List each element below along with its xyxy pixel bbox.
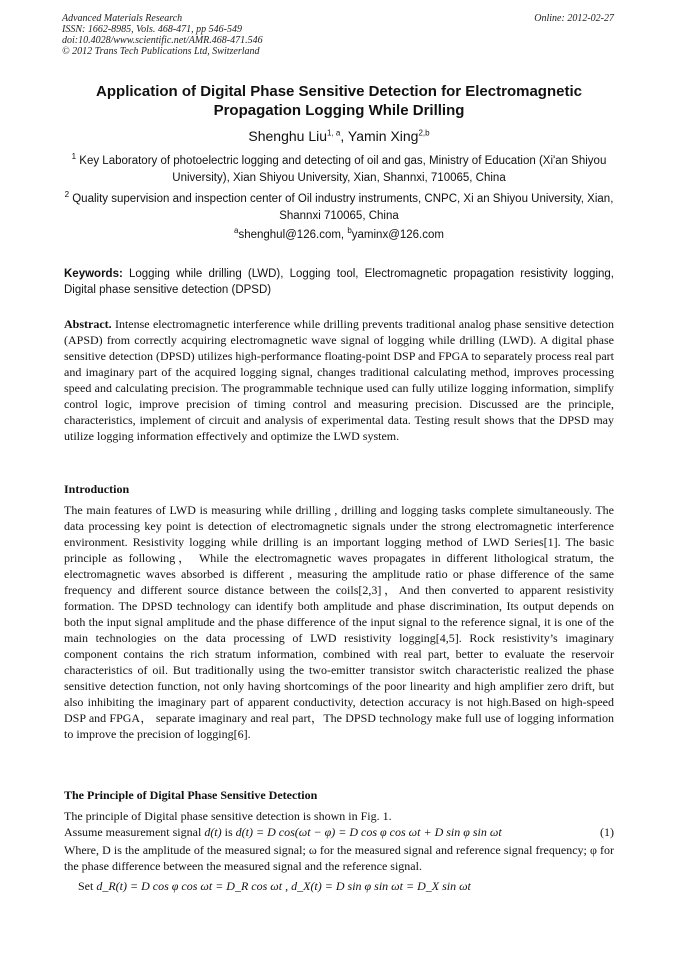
author-2: Yamin Xing: [347, 128, 419, 144]
author-1: Shenghu Liu: [248, 128, 328, 144]
author-1-sup: 1, a: [327, 128, 341, 138]
journal-name: Advanced Materials Research: [62, 13, 183, 24]
abstract-label: Abstract.: [64, 317, 112, 331]
affiliation-2-text: Quality supervision and inspection center of Oil industry instruments, CNPC, Xi an Shiyou University, Xian, Shannxi 710065, China: [72, 193, 614, 222]
equation-2-sep: ,: [282, 879, 292, 893]
equation-2b: d_X(t) = D sin φ sin ωt = D_X sin ωt: [291, 879, 471, 893]
equation-1-lhs: d(t): [204, 825, 222, 839]
keywords-label: Keywords:: [64, 268, 123, 280]
equation-1-number: (1): [600, 825, 614, 839]
email-line: [62, 226, 616, 241]
author-separator: ,: [340, 128, 348, 144]
equation-1-prefix: Assume measurement signal: [64, 825, 205, 839]
affiliation-2: [62, 191, 616, 225]
email-b: yaminx@126.com: [351, 229, 444, 241]
introduction-heading: Introduction: [64, 482, 130, 496]
affiliation-1-num: 1: [71, 152, 77, 162]
online-date: Online: 2012-02-27: [534, 13, 614, 24]
keywords-text: Logging while drilling (LWD), Logging tool, Electromagnetic propagation resistivity logging, Digital phase sensitive detection (DPSD): [64, 268, 614, 296]
email-a: shenghul@126.com,: [238, 229, 348, 241]
equation-2-prefix: Set: [78, 879, 97, 893]
equation-2a: d_R(t) = D cos φ cos ωt = D_R cos ωt: [96, 879, 283, 893]
principle-where: Where, D is the amplitude of the measured signal; ω for the measured signal and reference signal frequency; φ for the phase difference between the measured signal and the reference signal.: [64, 843, 614, 873]
abstract: [64, 316, 614, 444]
email-a-sup: a: [234, 226, 239, 236]
email-b-sup: b: [347, 226, 352, 236]
journal-header: [62, 13, 263, 57]
principle-line-1: The principle of Digital phase sensitive detection is shown in Fig. 1.: [64, 809, 392, 823]
introduction-body: The main features of LWD is measuring while drilling , drilling and logging tasks complete simultaneously. The data processing key point is detection of electromagnetic signals under the strong electromagnetic interference environment. Resistivity logging while drilling is an important logging method of LWD Series[1]. The basic principle as following， While the electromagnetic waves propagates in different lithological stratum, the electromagnetic waves absorbed is different , measuring the amplitude ratio or phase difference of the same frequency and different source distance between the coils[2,3]，And then converted to apparent resistivity formation. The DPSD technology can identify both amplitude and phase discrimination, Its output depends on both the input signal amplitude and the phase difference of the input signal to the reference signal, it is one of the main technologies on the data processing of LWD resistivity logging[4,5]. Rock resistivity’s imaginary component contains the rich stratum information, combined with real part, better to evaluate the reservoir characteristics of oil. But traditionally using the two-emitter transistor switch characteristic realized the phase sensitive detection function, not only having shortcomings of the poor linearity and high amplifier zero drift, but also inhibiting the imaginary part of apparent conductivity, detection accuracy is not high.Based on high-speed DSP and FPGA， separate imaginary and real part，The DPSD technology make full use of logging information to improve the precision of logging[6].: [64, 503, 614, 741]
equation-2-line: [78, 878, 628, 894]
abstract-text: Intense electromagnetic interference while drilling prevents traditional analog phase sensitive detection (APSD) from correctly acquiring electromagnetic wave signal of logging while drilling (LWD). A digital phase sensitive detection (DPSD) utilizes high-performance floating-point DSP and FPGA to separately process real part and imaginary part of the acquired logging signal, changes traditional calculating method, improves processing speed and calculating precision. The programmable technique used can fully utilize logging information, simplify control logic, improve precision of timing control and measuring precision. Discussed are the principle, characteristics, implement of circuit and analysis of experimental data. Testing result shows that the DPSD may utilize logging information effectively and optimize the LWD system.: [64, 317, 614, 443]
equation-1: d(t) = D cos(ωt − φ) = D cos φ cos ωt + D sin φ sin ωt: [235, 825, 502, 839]
paper-title: Application of Digital Phase Sensitive Detection for Electromagnetic Propagation Logging While Drilling: [96, 83, 582, 119]
keywords: [64, 266, 614, 298]
affiliation-2-num: 2: [64, 190, 70, 200]
affiliation-1: [62, 153, 616, 187]
equation-1-mid: is: [221, 825, 236, 839]
author-2-sup: 2,b: [418, 128, 430, 138]
journal-doi: doi:10.4028/www.scientific.net/AMR.468-471.546: [62, 35, 263, 46]
affiliation-1-text: Key Laboratory of photoelectric logging and detecting of oil and gas, Ministry of Education (Xi'an Shiyou University), Xian Shiyou University, Xian, Shannxi, 710065, China: [79, 155, 607, 184]
journal-issn: ISSN: 1662-8985, Vols. 468-471, pp 546-549: [62, 24, 242, 35]
principle-heading: The Principle of Digital Phase Sensitive Detection: [64, 788, 318, 802]
journal-copyright: © 2012 Trans Tech Publications Ltd, Switzerland: [62, 46, 260, 57]
author-line: [62, 128, 616, 144]
equation-1-line: [64, 824, 614, 840]
